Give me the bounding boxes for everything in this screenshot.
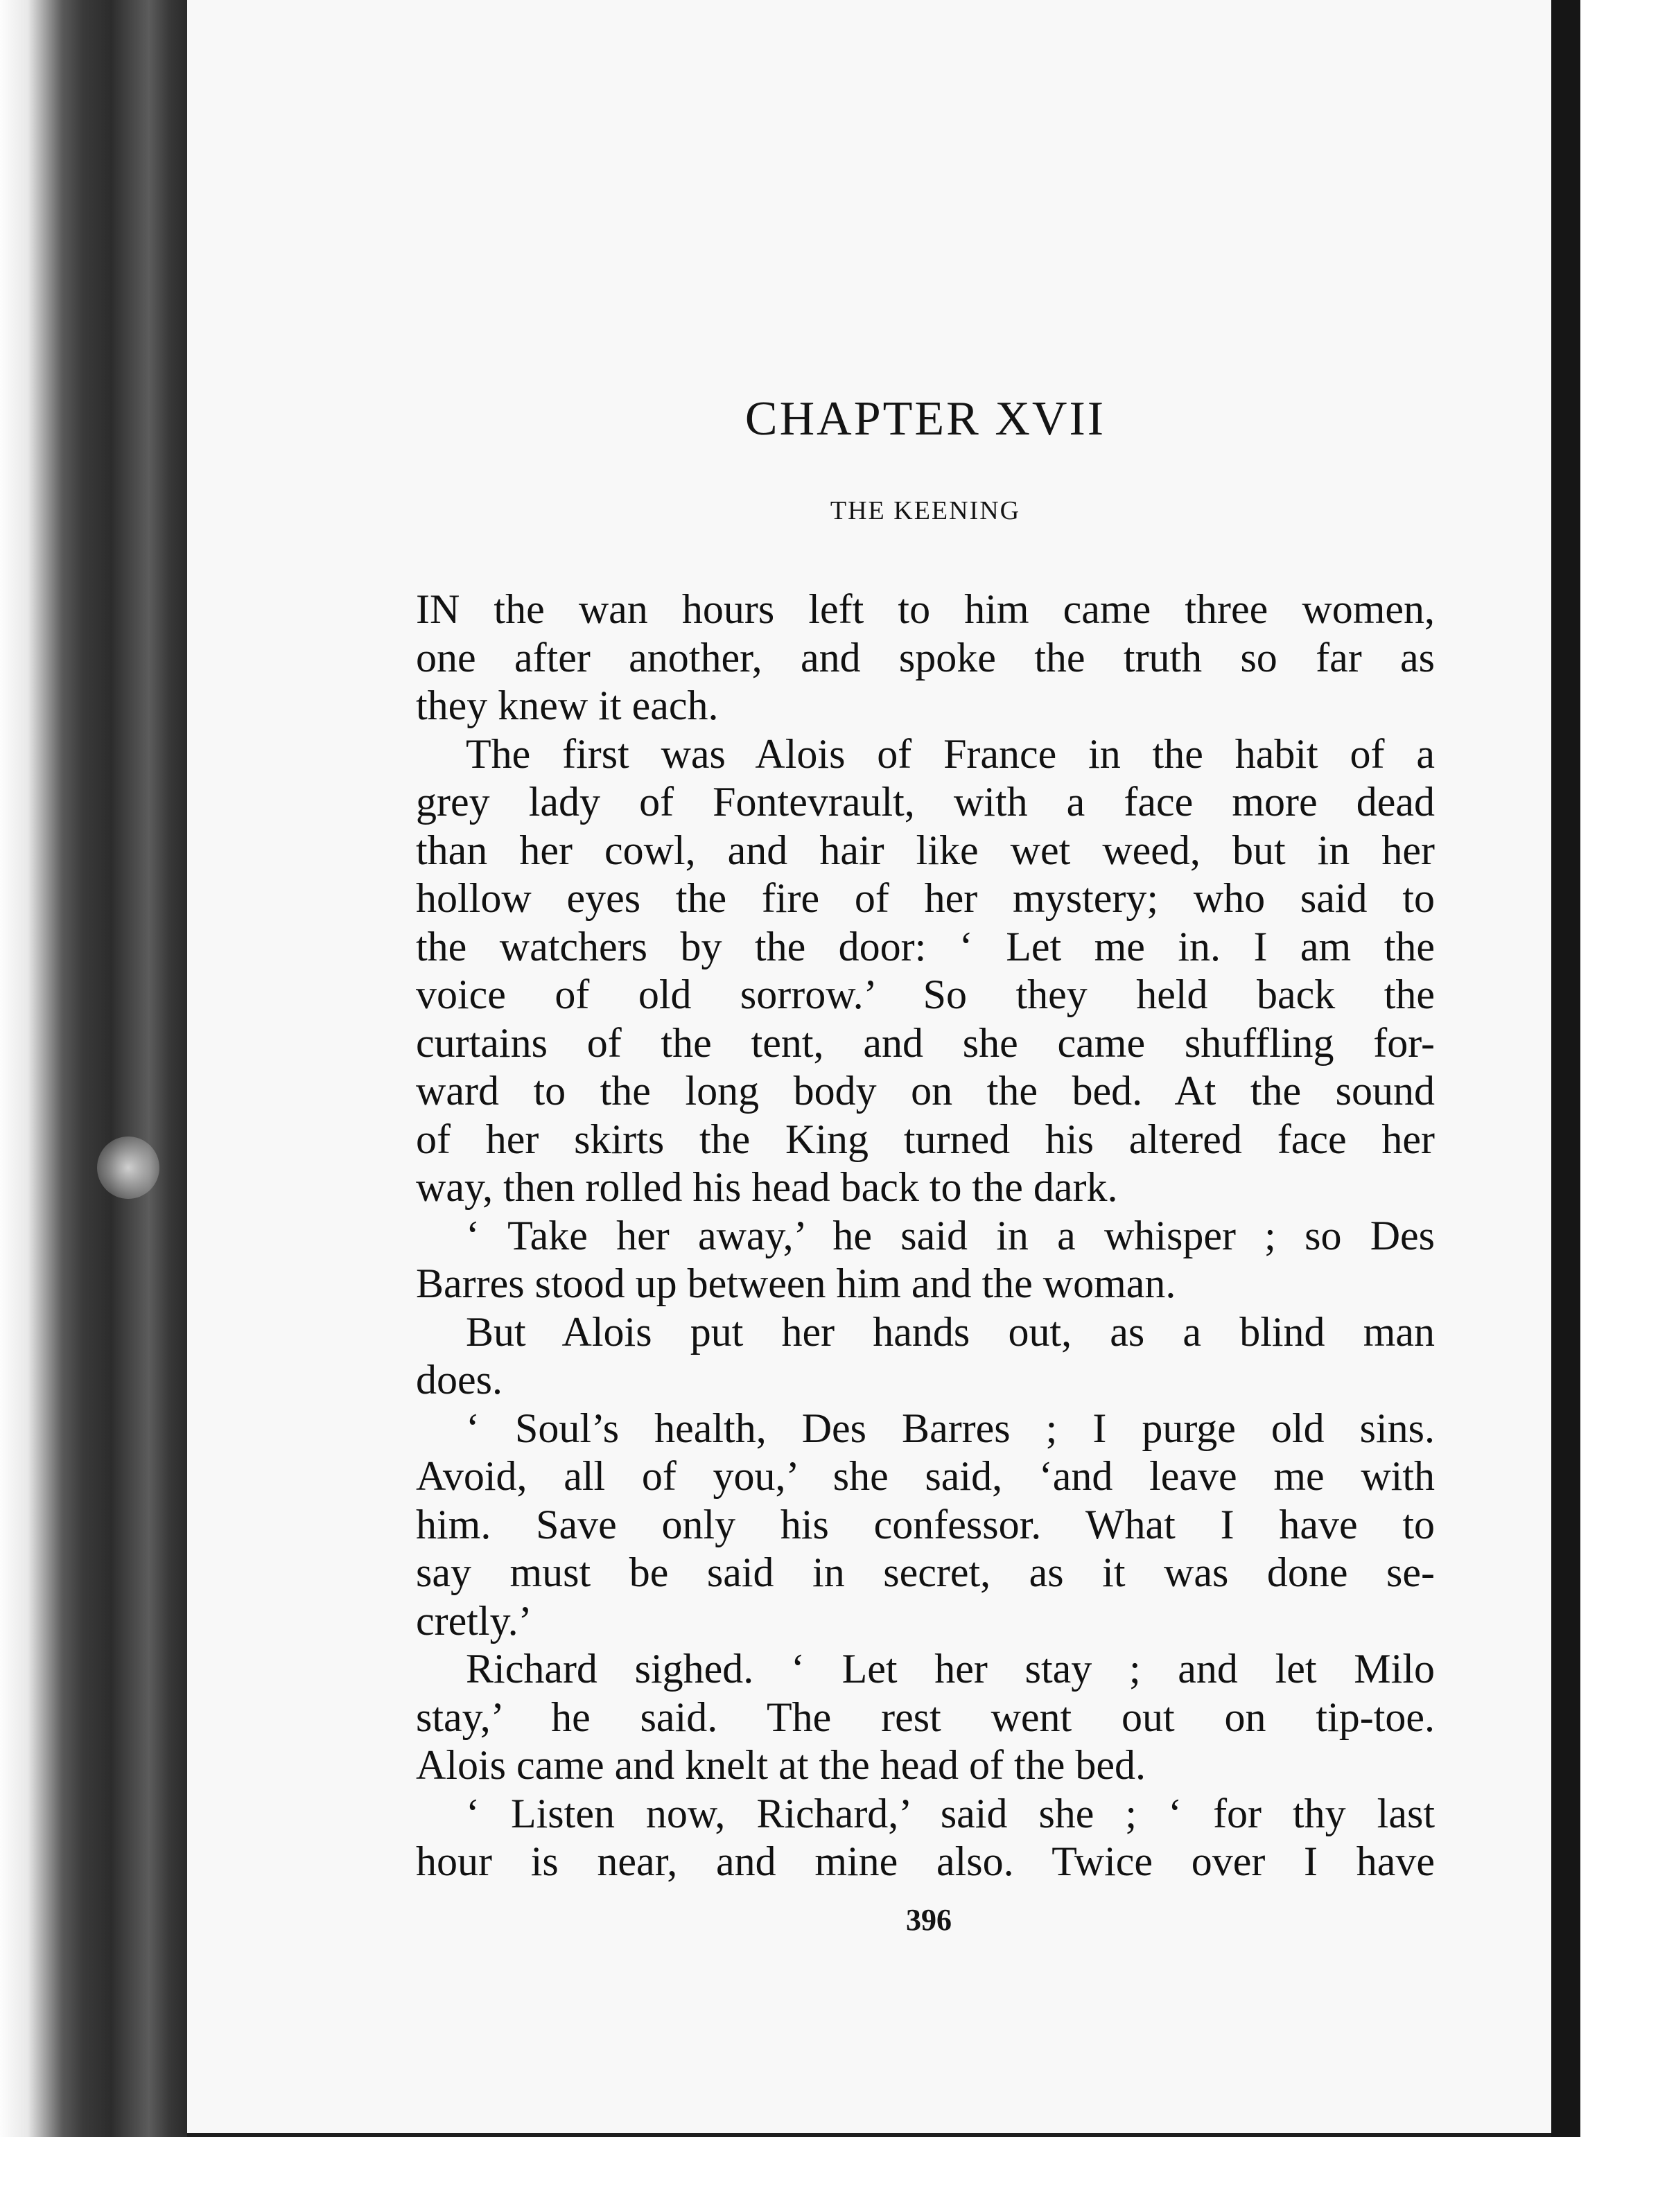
text-line: hour is near, and mine also. Twice over I have	[416, 1838, 1435, 1884]
text-line: way, then rolled his head back to the dark.	[416, 1164, 1118, 1210]
text-line: the watchers by the door: ‘ Let me in. I am the	[416, 923, 1435, 969]
text-line: Avoid, all of you,’ she said, ‘and leave me with	[416, 1453, 1435, 1499]
text-line: hollow eyes the fire of her mystery; who said to	[416, 875, 1435, 921]
text-line: Richard sighed. ‘ Let her stay ; and let Milo	[466, 1646, 1435, 1692]
page-shadow-bar	[1551, 0, 1580, 2148]
chapter-title: CHAPTER XVII	[744, 392, 1106, 446]
text-line: him. Save only his confessor. What I have to	[416, 1501, 1435, 1547]
text-line: grey lady of Fontevrault, with a face more dead	[416, 779, 1435, 825]
text-line: ward to the long body on the bed. At the sound	[416, 1068, 1435, 1114]
book-spine-edge	[0, 0, 187, 2212]
text-line: Barres stood up between him and the woman.	[416, 1261, 1176, 1306]
text-line: ‘ Soul’s health, Des Barres ; I purge old sins.	[466, 1405, 1435, 1451]
text-line: ‘ Listen now, Richard,’ said she ; ‘ for thy last	[466, 1790, 1435, 1836]
text-line: than her cowl, and hair like wet weed, but in her	[416, 827, 1435, 873]
text-line: does.	[416, 1357, 503, 1403]
text-line: say must be said in secret, as it was done se-	[416, 1550, 1435, 1595]
chapter-subtitle: THE KEENING	[830, 496, 1021, 525]
text-line: cretly.’	[416, 1597, 532, 1644]
text-line: The first was Alois of France in the habit of a	[466, 730, 1435, 777]
text-line: IN the wan hours left to him came three women,	[416, 586, 1435, 632]
scan-margin-right	[1580, 0, 1658, 2212]
text-line: stay,’ he said. The rest went out on tip-toe.	[416, 1694, 1435, 1740]
text-line: ‘ Take her away,’ he said in a whisper ; so Des	[466, 1212, 1435, 1258]
text-line: one after another, and spoke the truth so far as	[416, 634, 1435, 681]
text-line: they knew it each.	[416, 683, 719, 728]
body-text	[416, 586, 1435, 1886]
text-line: of her skirts the King turned his altered face her	[416, 1116, 1435, 1162]
scan-margin-bottom	[0, 2137, 1658, 2212]
text-line: voice of old sorrow.’ So they held back the	[416, 972, 1435, 1017]
text-line: curtains of the tent, and she came shuffling for-	[416, 1019, 1435, 1066]
text-line: But Alois put her hands out, as a blind man	[466, 1308, 1435, 1355]
page-number: 396	[906, 1903, 952, 1937]
text-line: Alois came and knelt at the head of the bed.	[416, 1742, 1146, 1788]
